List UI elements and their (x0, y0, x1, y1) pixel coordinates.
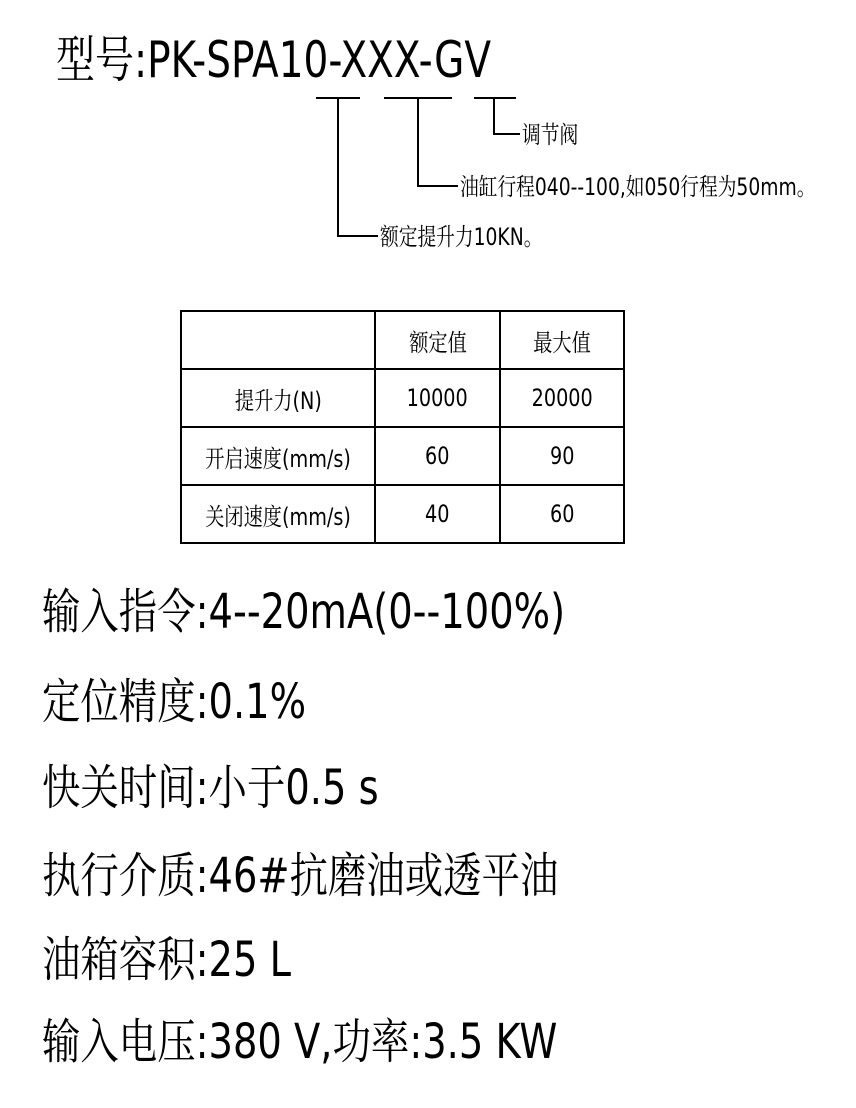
spec-voltage-power: 输入电压:380 V,功率:3.5 KW (42, 1014, 558, 1070)
spec-fast-close-time: 快关时间:小于0.5 s (42, 760, 379, 816)
table-cell: 20000 (500, 369, 624, 427)
spec-working-medium: 执行介质:46#抗磨油或透平油 (42, 848, 559, 904)
table-cell: 关闭速度(mm/s) (181, 485, 375, 543)
code-leader-lines (0, 0, 856, 300)
spec-table (180, 310, 625, 544)
model-stroke-code: XXX (340, 31, 419, 89)
callout-valve: 调节阀 (522, 121, 579, 149)
table-header-row (181, 311, 624, 369)
spec-positioning-accuracy: 定位精度:0.1% (42, 674, 307, 730)
table-cell: 60 (375, 427, 500, 485)
spec-tank-volume: 油箱容积:25 L (42, 932, 292, 988)
table-row (181, 369, 624, 427)
table-row (181, 485, 624, 543)
model-sep-1: - (328, 31, 341, 89)
stroke-leader (418, 98, 458, 186)
model-valve-code: GV (434, 31, 492, 89)
table-cell: 开启速度(mm/s) (181, 427, 375, 485)
callout-stroke: 油缸行程040--100,如050行程为50mm。 (460, 173, 816, 201)
table-cell: 40 (375, 485, 500, 543)
force-leader (338, 98, 378, 236)
table-header-cell (181, 311, 375, 369)
table-cell: 90 (500, 427, 624, 485)
table-cell: 10000 (375, 369, 500, 427)
valve-leader (494, 98, 520, 134)
model-force-code: 10 (278, 31, 329, 89)
spec-input-command: 输入指令:4--20mA(0--100%) (42, 584, 566, 640)
callout-force: 额定提升力10KN。 (380, 223, 543, 251)
table-header-cell: 最大值 (500, 311, 624, 369)
model-label: 型号: (56, 31, 148, 89)
table-cell: 提升力(N) (181, 369, 375, 427)
model-sep-2: - (418, 31, 435, 89)
table-cell: 60 (500, 485, 624, 543)
model-prefix: PK-SPA (147, 31, 279, 89)
table-header-cell: 额定值 (375, 311, 500, 369)
table-row (181, 427, 624, 485)
